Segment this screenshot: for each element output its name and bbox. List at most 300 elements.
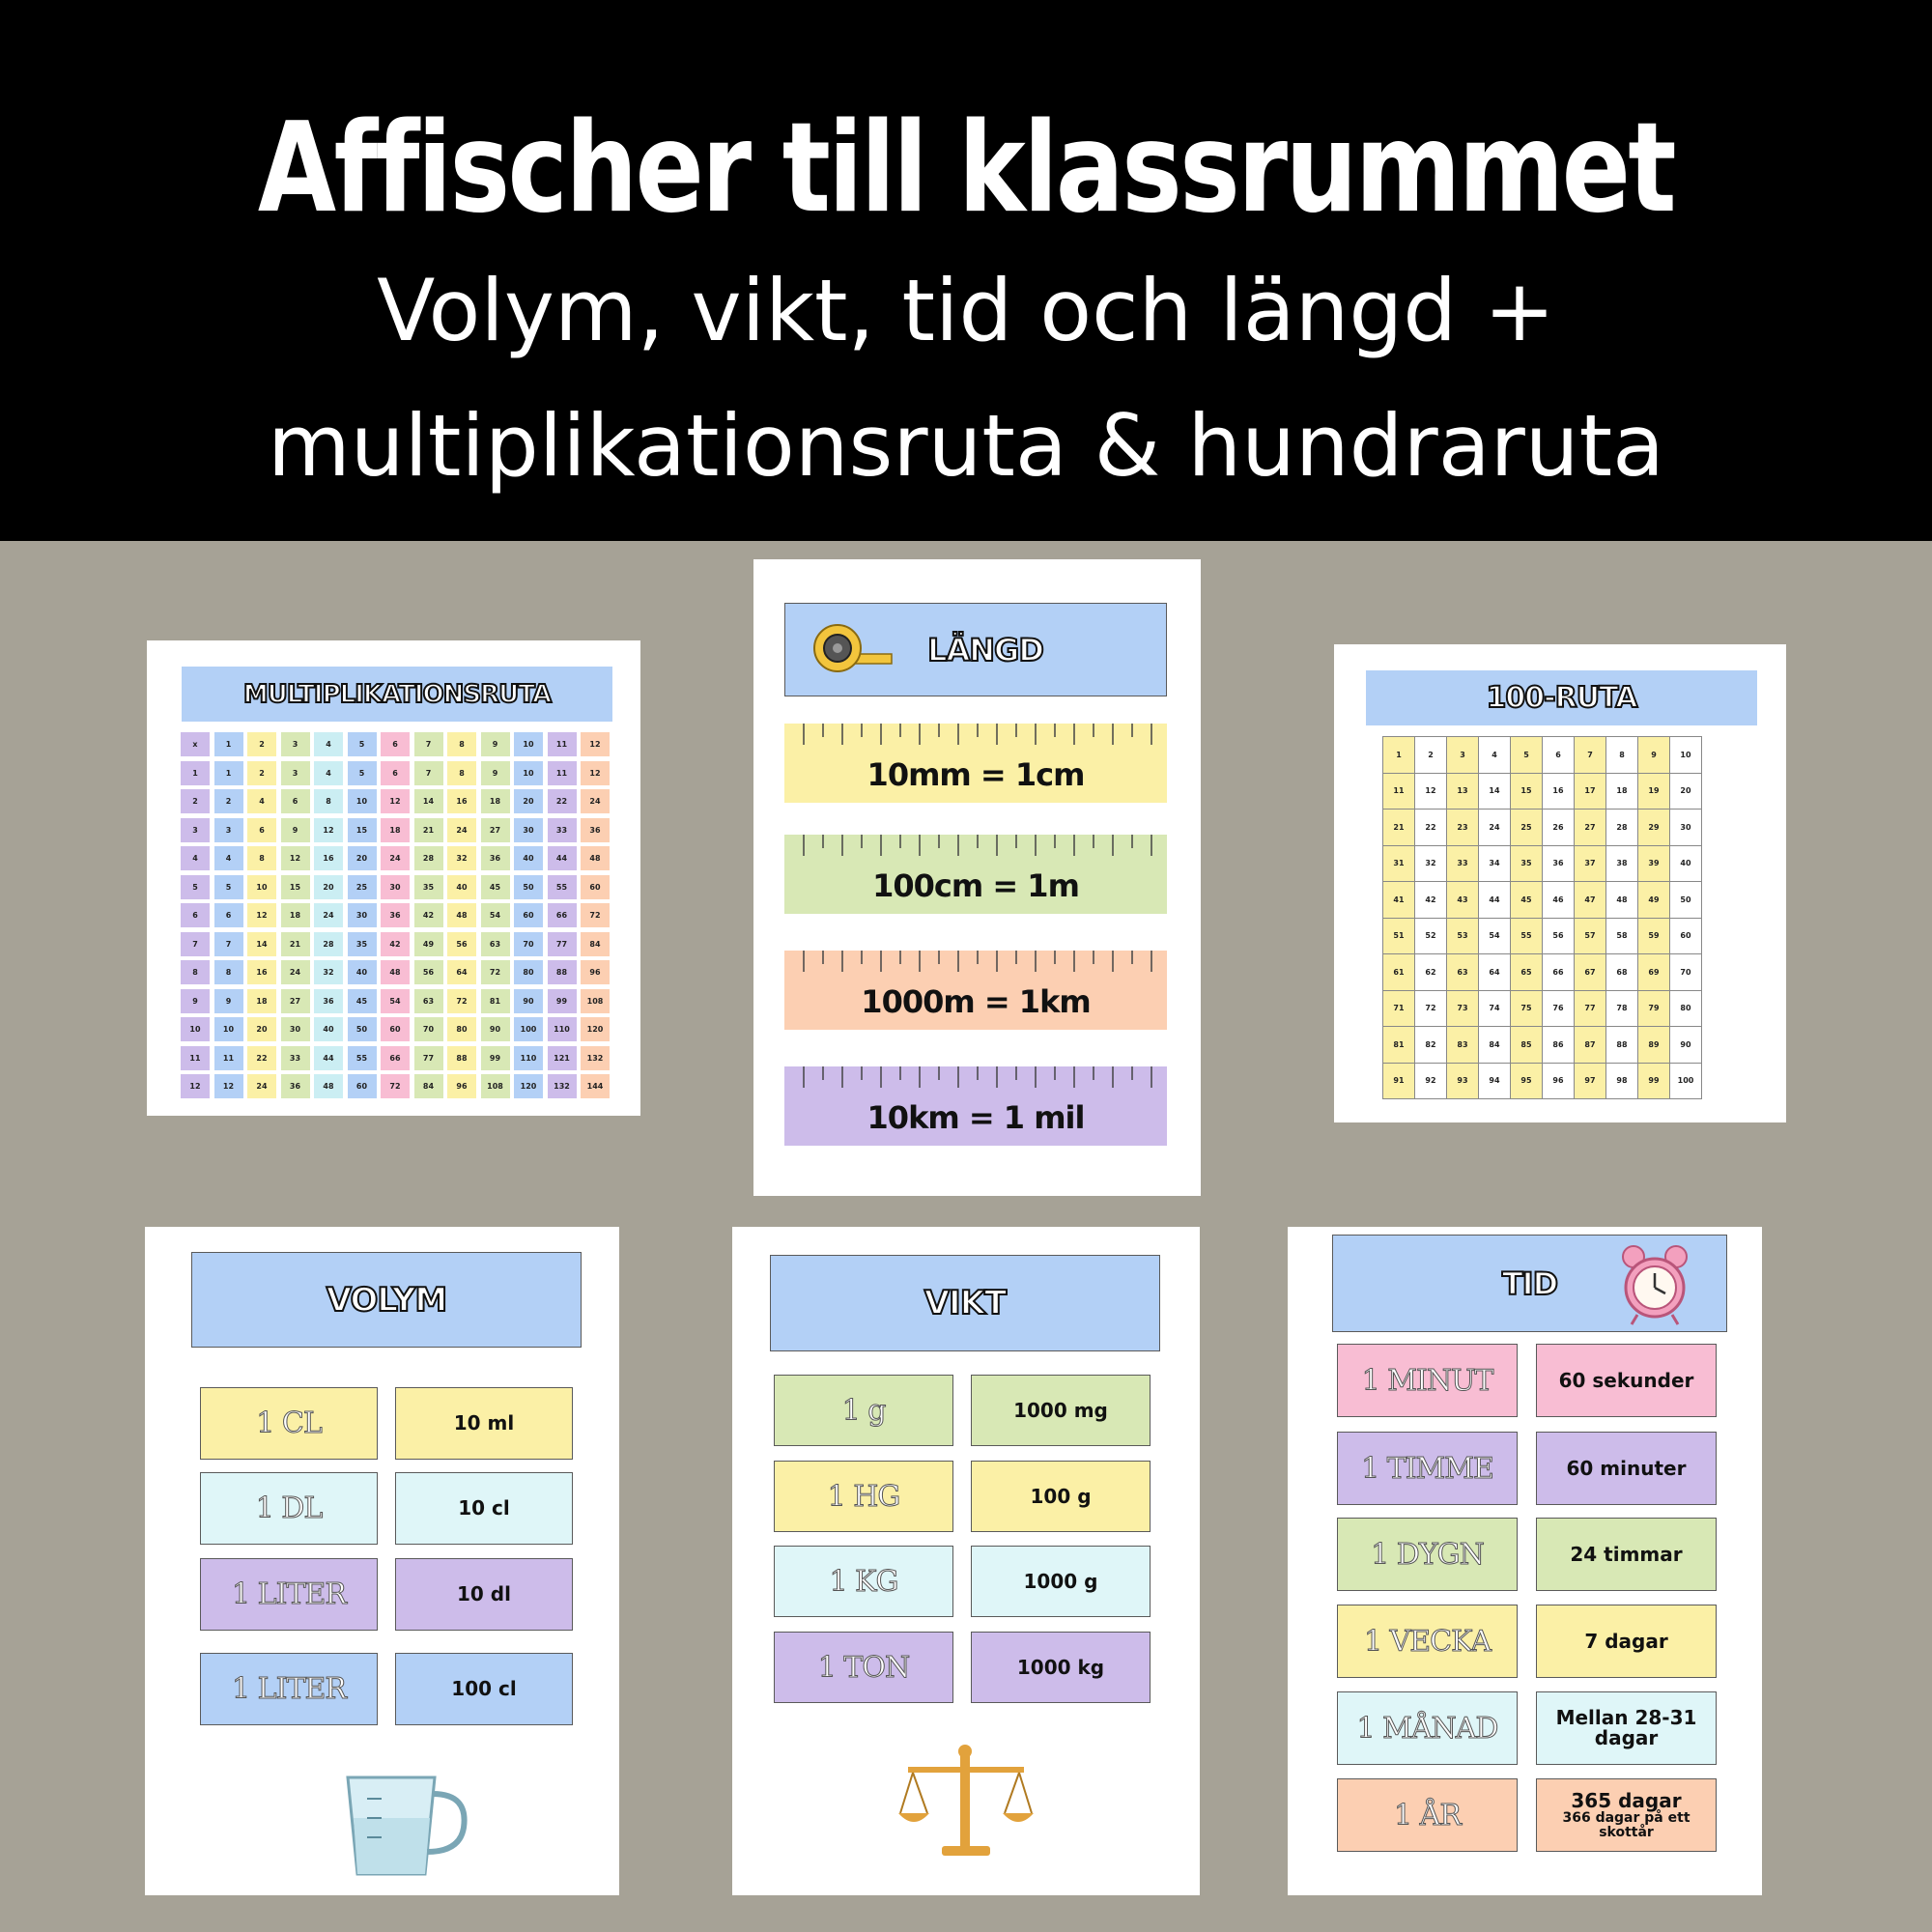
multiplication-cell: 6 (281, 789, 310, 813)
multiplication-cell: 1 (214, 761, 243, 785)
hundred-cell: 4 (1479, 737, 1511, 774)
multiplication-cell: 25 (348, 875, 377, 899)
multiplication-cell: 36 (314, 989, 343, 1013)
hundred-cell: 20 (1670, 774, 1702, 810)
hundred-cell: 83 (1447, 1027, 1479, 1064)
multiplication-header-cell: 4 (314, 732, 343, 756)
multiplication-cell: 55 (548, 875, 577, 899)
time-unit-cell: 1 MINUT (1337, 1344, 1518, 1417)
value-text: 60 minuter (1566, 1456, 1687, 1480)
weight-poster (732, 1227, 1200, 1895)
weight-value-cell (971, 1461, 1151, 1532)
multiplication-cell: 96 (447, 1074, 476, 1098)
hundred-cell: 54 (1479, 919, 1511, 955)
multiplication-cell: 144 (581, 1074, 610, 1098)
multiplication-cell: 22 (548, 789, 577, 813)
multiplication-cell: 22 (247, 1046, 276, 1070)
multiplication-header-cell: 9 (181, 989, 210, 1013)
multiplication-cell: 63 (481, 932, 510, 956)
value-text: 10 dl (457, 1582, 511, 1605)
multiplication-cell: 20 (247, 1017, 276, 1041)
multiplication-cell: 36 (381, 903, 410, 927)
weight-unit-cell: 1 HG (774, 1461, 953, 1532)
hundred-cell: 17 (1575, 774, 1606, 810)
weight-banner (770, 1255, 1160, 1351)
multiplication-title: MULTIPLIKATIONSRUTA (242, 679, 552, 709)
hundred-cell: 65 (1511, 954, 1543, 991)
multiplication-cell: 27 (281, 989, 310, 1013)
multiplication-cell: 2 (214, 789, 243, 813)
page-subtitle-line-2: multiplikationsruta & hundraruta (267, 396, 1665, 496)
multiplication-cell: 20 (314, 875, 343, 899)
multiplication-cell: 45 (348, 989, 377, 1013)
multiplication-cell: 42 (381, 932, 410, 956)
multiplication-header-cell: 6 (381, 732, 410, 756)
value-text: 10 ml (453, 1411, 515, 1435)
multiplication-cell: 54 (381, 989, 410, 1013)
multiplication-header-cell: 4 (181, 846, 210, 870)
multiplication-cell: 24 (447, 818, 476, 842)
time-unit-cell: 1 TIMME (1337, 1432, 1518, 1505)
hundred-cell: 10 (1670, 737, 1702, 774)
hundred-cell: 19 (1638, 774, 1670, 810)
multiplication-cell: 3 (281, 761, 310, 785)
multiplication-cell: 14 (414, 789, 443, 813)
multiplication-cell: 33 (548, 818, 577, 842)
hundred-cell: 52 (1415, 919, 1447, 955)
volume-poster (145, 1227, 619, 1895)
hundred-cell: 67 (1575, 954, 1606, 991)
volume-value-cell (395, 1387, 573, 1460)
hundred-cell: 55 (1511, 919, 1543, 955)
multiplication-cell: 36 (481, 846, 510, 870)
multiplication-cell: 20 (514, 789, 543, 813)
multiplication-cell: 6 (381, 761, 410, 785)
value-text: Mellan 28-31 dagar (1555, 1706, 1697, 1749)
multiplication-cell: 24 (381, 846, 410, 870)
multiplication-cell: 10 (214, 1017, 243, 1041)
hundred-banner (1366, 670, 1757, 725)
volume-unit-cell: 1 CL (200, 1387, 378, 1460)
multiplication-header-cell: 8 (181, 960, 210, 984)
hundred-cell: 24 (1479, 810, 1511, 846)
multiplication-cell: 45 (481, 875, 510, 899)
hundred-cell: 22 (1415, 810, 1447, 846)
length-ruler (784, 835, 1167, 914)
hundred-cell: 2 (1415, 737, 1447, 774)
hundred-cell: 64 (1479, 954, 1511, 991)
hundred-cell: 60 (1670, 919, 1702, 955)
multiplication-cell: 11 (548, 761, 577, 785)
hundred-cell: 78 (1606, 991, 1638, 1028)
hundred-cell: 45 (1511, 882, 1543, 919)
hundred-cell: 50 (1670, 882, 1702, 919)
hundred-cell: 31 (1383, 846, 1415, 883)
multiplication-cell: 84 (581, 932, 610, 956)
tape-measure-icon (809, 615, 895, 683)
multiplication-cell: 50 (514, 875, 543, 899)
length-ruler (784, 951, 1167, 1030)
hundred-cell: 27 (1575, 810, 1606, 846)
time-value-cell (1536, 1605, 1717, 1678)
ruler-label: 1000m = 1km (861, 983, 1091, 1020)
multiplication-header-cell: 1 (214, 732, 243, 756)
multiplication-cell: 72 (481, 960, 510, 984)
multiplication-cell: 32 (314, 960, 343, 984)
multiplication-cell: 28 (314, 932, 343, 956)
multiplication-cell: 100 (514, 1017, 543, 1041)
hundred-grid (1382, 736, 1702, 1099)
volume-banner (191, 1252, 582, 1348)
hundred-cell: 73 (1447, 991, 1479, 1028)
page-title: Affischer till klassrummet (257, 97, 1675, 241)
multiplication-cell: 18 (281, 903, 310, 927)
hundred-cell: 12 (1415, 774, 1447, 810)
hundred-cell: 13 (1447, 774, 1479, 810)
multiplication-cell: 11 (214, 1046, 243, 1070)
value-text: 100 cl (451, 1677, 517, 1700)
time-value-cell (1536, 1344, 1717, 1417)
multiplication-cell: 121 (548, 1046, 577, 1070)
hundred-cell: 69 (1638, 954, 1670, 991)
hundred-cell: 23 (1447, 810, 1479, 846)
hundred-cell: 42 (1415, 882, 1447, 919)
hundred-cell: 35 (1511, 846, 1543, 883)
multiplication-cell: 110 (514, 1046, 543, 1070)
hundred-cell: 93 (1447, 1064, 1479, 1100)
hundred-cell: 1 (1383, 737, 1415, 774)
multiplication-cell: 36 (281, 1074, 310, 1098)
multiplication-cell: 20 (348, 846, 377, 870)
multiplication-cell: 10 (514, 761, 543, 785)
multiplication-cell: 50 (348, 1017, 377, 1041)
multiplication-cell: 84 (414, 1074, 443, 1098)
hundred-cell: 40 (1670, 846, 1702, 883)
multiplication-cell: 18 (481, 789, 510, 813)
ruler-ticks (784, 835, 1167, 864)
hundred-cell: 39 (1638, 846, 1670, 883)
hundred-cell: 9 (1638, 737, 1670, 774)
hundred-cell: 79 (1638, 991, 1670, 1028)
ruler-ticks (784, 1066, 1167, 1095)
volume-value-cell (395, 1472, 573, 1545)
hundred-cell: 71 (1383, 991, 1415, 1028)
hundred-cell: 66 (1543, 954, 1575, 991)
weight-unit-cell: 1 KG (774, 1546, 953, 1617)
multiplication-cell: 8 (247, 846, 276, 870)
multiplication-banner (182, 667, 612, 722)
multiplication-cell: 12 (581, 761, 610, 785)
hundred-cell: 90 (1670, 1027, 1702, 1064)
hundred-cell: 85 (1511, 1027, 1543, 1064)
multiplication-cell: 35 (348, 932, 377, 956)
header-banner (0, 0, 1932, 541)
value-text: 24 timmar (1570, 1542, 1683, 1566)
weight-value-cell (971, 1375, 1151, 1446)
hundred-title: 100-RUTA (1486, 681, 1637, 715)
time-unit-cell: 1 VECKA (1337, 1605, 1518, 1678)
hundred-cell: 28 (1606, 810, 1638, 846)
multiplication-cell: 12 (247, 903, 276, 927)
multiplication-cell: 8 (314, 789, 343, 813)
hundred-cell: 11 (1383, 774, 1415, 810)
multiplication-cell: 10 (247, 875, 276, 899)
hundred-cell: 37 (1575, 846, 1606, 883)
hundred-cell: 21 (1383, 810, 1415, 846)
hundred-cell: 92 (1415, 1064, 1447, 1100)
multiplication-cell: 81 (481, 989, 510, 1013)
value-text: 1000 g (1023, 1569, 1098, 1593)
multiplication-cell: 8 (447, 761, 476, 785)
hundred-cell: 57 (1575, 919, 1606, 955)
multiplication-cell: 120 (514, 1074, 543, 1098)
hundred-cell: 51 (1383, 919, 1415, 955)
time-title: TID (1501, 1264, 1558, 1302)
hundred-cell: 26 (1543, 810, 1575, 846)
value-text: 1000 mg (1013, 1398, 1108, 1422)
hundred-cell: 98 (1606, 1064, 1638, 1100)
multiplication-cell: 9 (214, 989, 243, 1013)
multiplication-cell: 18 (381, 818, 410, 842)
time-value-cell (1536, 1778, 1717, 1852)
multiplication-cell: 63 (414, 989, 443, 1013)
hundred-cell: 62 (1415, 954, 1447, 991)
multiplication-cell: 90 (481, 1017, 510, 1041)
hundred-cell: 16 (1543, 774, 1575, 810)
multiplication-cell: 80 (514, 960, 543, 984)
hundred-cell: 94 (1479, 1064, 1511, 1100)
hundred-cell: 43 (1447, 882, 1479, 919)
weight-unit-cell: 1 g (774, 1375, 953, 1446)
multiplication-cell: 80 (447, 1017, 476, 1041)
multiplication-cell: 16 (247, 960, 276, 984)
multiplication-cell: 18 (247, 989, 276, 1013)
multiplication-cell: 9 (281, 818, 310, 842)
multiplication-cell: 66 (381, 1046, 410, 1070)
hundred-poster (1334, 644, 1786, 1122)
value-note: 366 dagar på ett skottår (1562, 1809, 1690, 1840)
length-ruler (784, 724, 1167, 803)
multiplication-cell: 21 (281, 932, 310, 956)
multiplication-header-cell: 10 (514, 732, 543, 756)
multiplication-cell: 72 (381, 1074, 410, 1098)
multiplication-header-cell: 5 (181, 875, 210, 899)
multiplication-header-cell: 1 (181, 761, 210, 785)
multiplication-header-cell: 7 (181, 932, 210, 956)
multiplication-cell: 16 (447, 789, 476, 813)
ruler-ticks (784, 951, 1167, 980)
multiplication-cell: 70 (514, 932, 543, 956)
hundred-cell: 58 (1606, 919, 1638, 955)
multiplication-cell: 90 (514, 989, 543, 1013)
volume-value-cell (395, 1558, 573, 1631)
time-unit-cell: 1 DYGN (1337, 1518, 1518, 1591)
hundred-cell: 6 (1543, 737, 1575, 774)
multiplication-cell: 15 (348, 818, 377, 842)
multiplication-cell: 30 (381, 875, 410, 899)
multiplication-cell: 14 (247, 932, 276, 956)
multiplication-cell: 96 (581, 960, 610, 984)
multiplication-cell: 66 (548, 903, 577, 927)
value-text: 7 dagar (1584, 1629, 1668, 1653)
multiplication-cell: 12 (381, 789, 410, 813)
multiplication-cell: 42 (414, 903, 443, 927)
multiplication-cell: 30 (348, 903, 377, 927)
hundred-cell: 53 (1447, 919, 1479, 955)
multiplication-cell: 70 (414, 1017, 443, 1041)
multiplication-cell: 24 (281, 960, 310, 984)
multiplication-cell: 33 (281, 1046, 310, 1070)
multiplication-cell: 60 (581, 875, 610, 899)
multiplication-cell: 48 (581, 846, 610, 870)
multiplication-cell: 40 (348, 960, 377, 984)
time-value-cell (1536, 1691, 1717, 1765)
value-text: 1000 kg (1016, 1655, 1105, 1679)
multiplication-cell: 3 (214, 818, 243, 842)
multiplication-cell: 5 (348, 761, 377, 785)
value-text: 10 cl (458, 1496, 510, 1520)
hundred-cell: 91 (1383, 1064, 1415, 1100)
multiplication-cell: 28 (414, 846, 443, 870)
measuring-cup-icon (328, 1770, 473, 1881)
hundred-cell: 75 (1511, 991, 1543, 1028)
multiplication-cell: 35 (414, 875, 443, 899)
hundred-cell: 18 (1606, 774, 1638, 810)
multiplication-cell: 7 (214, 932, 243, 956)
multiplication-cell: 12 (281, 846, 310, 870)
multiplication-cell: 40 (314, 1017, 343, 1041)
weight-value-cell (971, 1632, 1151, 1703)
hundred-cell: 87 (1575, 1027, 1606, 1064)
hundred-cell: 100 (1670, 1064, 1702, 1100)
hundred-cell: 33 (1447, 846, 1479, 883)
multiplication-cell: 132 (581, 1046, 610, 1070)
hundred-cell: 36 (1543, 846, 1575, 883)
multiplication-cell: 110 (548, 1017, 577, 1041)
multiplication-cell: 21 (414, 818, 443, 842)
multiplication-header-cell: 7 (414, 732, 443, 756)
hundred-cell: 8 (1606, 737, 1638, 774)
hundred-cell: 59 (1638, 919, 1670, 955)
multiplication-cell: 24 (247, 1074, 276, 1098)
multiplication-cell: 55 (348, 1046, 377, 1070)
hundred-cell: 47 (1575, 882, 1606, 919)
hundred-cell: 49 (1638, 882, 1670, 919)
ruler-ticks (784, 724, 1167, 753)
multiplication-cell: 88 (548, 960, 577, 984)
multiplication-cell: 72 (581, 903, 610, 927)
multiplication-cell: 108 (481, 1074, 510, 1098)
length-title: LÄNGD (927, 631, 1043, 668)
multiplication-header-cell: 5 (348, 732, 377, 756)
multiplication-cell: 48 (447, 903, 476, 927)
multiplication-header-cell: 3 (181, 818, 210, 842)
hundred-cell: 15 (1511, 774, 1543, 810)
multiplication-cell: 132 (548, 1074, 577, 1098)
multiplication-cell: 36 (581, 818, 610, 842)
value-text: 100 g (1030, 1484, 1092, 1508)
multiplication-cell: 32 (447, 846, 476, 870)
scales-icon (898, 1744, 1034, 1864)
multiplication-cell: 5 (214, 875, 243, 899)
multiplication-cell: 60 (348, 1074, 377, 1098)
multiplication-grid (181, 732, 610, 1098)
hundred-cell: 46 (1543, 882, 1575, 919)
volume-unit-cell: 1 LITER (200, 1558, 378, 1631)
hundred-cell: 44 (1479, 882, 1511, 919)
hundred-cell: 25 (1511, 810, 1543, 846)
value-text: 60 sekunder (1558, 1368, 1694, 1392)
multiplication-cell: 10 (348, 789, 377, 813)
hundred-cell: 5 (1511, 737, 1543, 774)
hundred-cell: 84 (1479, 1027, 1511, 1064)
multiplication-cell: 48 (314, 1074, 343, 1098)
multiplication-cell: 4 (314, 761, 343, 785)
multiplication-cell: 4 (214, 846, 243, 870)
multiplication-cell: 99 (548, 989, 577, 1013)
multiplication-header-cell: 8 (447, 732, 476, 756)
length-poster (753, 559, 1201, 1196)
multiplication-header-cell: 9 (481, 732, 510, 756)
volume-unit-cell: 1 LITER (200, 1653, 378, 1725)
hundred-cell: 30 (1670, 810, 1702, 846)
multiplication-cell: 12 (314, 818, 343, 842)
weight-unit-cell: 1 TON (774, 1632, 953, 1703)
hundred-cell: 86 (1543, 1027, 1575, 1064)
multiplication-cell: 77 (414, 1046, 443, 1070)
hundred-cell: 99 (1638, 1064, 1670, 1100)
multiplication-header-cell: 11 (181, 1046, 210, 1070)
hundred-cell: 63 (1447, 954, 1479, 991)
multiplication-cell: 44 (314, 1046, 343, 1070)
multiplication-header-cell: 2 (247, 732, 276, 756)
multiplication-cell: 7 (414, 761, 443, 785)
time-unit-cell: 1 MÅNAD (1337, 1691, 1518, 1765)
multiplication-cell: 64 (447, 960, 476, 984)
ruler-label: 10mm = 1cm (867, 756, 1085, 793)
multiplication-cell: 9 (481, 761, 510, 785)
multiplication-cell: 24 (581, 789, 610, 813)
multiplication-cell: 120 (581, 1017, 610, 1041)
hundred-cell: 38 (1606, 846, 1638, 883)
multiplication-cell: 4 (247, 789, 276, 813)
multiplication-header-cell: 2 (181, 789, 210, 813)
multiplication-header-cell: 10 (181, 1017, 210, 1041)
multiplication-cell: 24 (314, 903, 343, 927)
hundred-cell: 81 (1383, 1027, 1415, 1064)
time-unit-cell: 1 ÅR (1337, 1778, 1518, 1852)
length-ruler (784, 1066, 1167, 1146)
hundred-cell: 34 (1479, 846, 1511, 883)
multiplication-cell: 72 (447, 989, 476, 1013)
hundred-cell: 3 (1447, 737, 1479, 774)
hundred-cell: 32 (1415, 846, 1447, 883)
hundred-cell: 61 (1383, 954, 1415, 991)
hundred-cell: 48 (1606, 882, 1638, 919)
multiplication-cell: 99 (481, 1046, 510, 1070)
multiplication-cell: 30 (514, 818, 543, 842)
volume-unit-cell: 1 DL (200, 1472, 378, 1545)
multiplication-poster (147, 640, 640, 1116)
multiplication-header-cell: 6 (181, 903, 210, 927)
hundred-cell: 95 (1511, 1064, 1543, 1100)
hundred-cell: 89 (1638, 1027, 1670, 1064)
hundred-cell: 88 (1606, 1027, 1638, 1064)
hundred-cell: 68 (1606, 954, 1638, 991)
weight-title: VIKT (923, 1284, 1007, 1322)
multiplication-cell: 60 (514, 903, 543, 927)
time-value-cell (1536, 1518, 1717, 1591)
